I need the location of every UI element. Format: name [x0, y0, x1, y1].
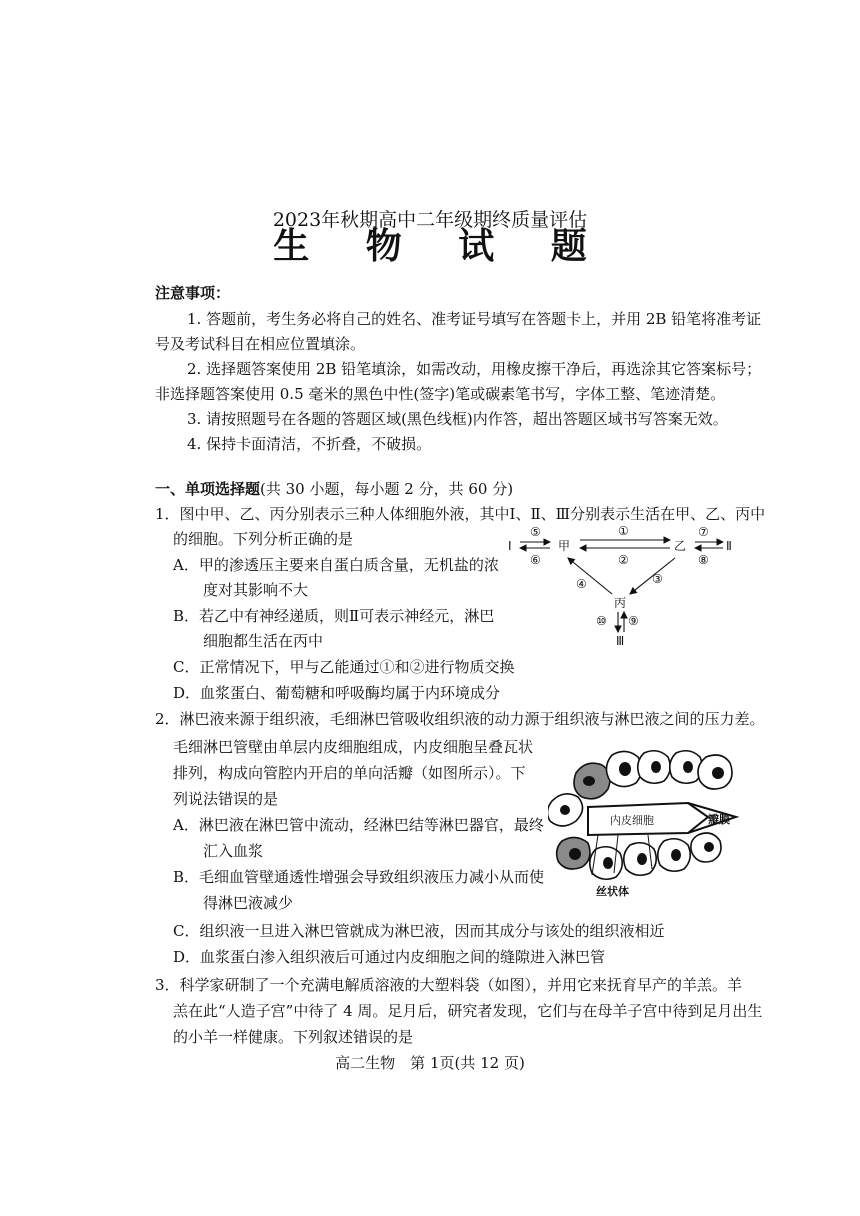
num-2: ② — [618, 553, 629, 567]
q2-option-b: B．毛细血管壁通透性增强会导致组织液压力减小从而使 — [173, 868, 545, 886]
fluid-label-bing: 丙 — [614, 596, 627, 610]
section-heading-bold: 一、单项选择题 — [155, 480, 261, 498]
q1-option-c: C．正常情况下，甲与乙能通过①和②进行物质交换 — [173, 658, 515, 676]
cell-label-2: Ⅱ — [726, 539, 732, 553]
notice-heading: 注意事项： — [155, 284, 231, 302]
q1-stem-line-1: 1．图中甲、乙、丙分别表示三种人体细胞外液，其中Ⅰ、Ⅱ、Ⅲ分别表示生活在甲、乙、丙中 — [155, 505, 766, 523]
q3-stem-line-3: 的小羊一样健康。下列叙述错误的是 — [173, 1028, 414, 1046]
q3-stem-line-1: 3．科学家研制了一个充满电解质溶液的大塑料袋（如图），并用它来抚育早产的羊羔。羊 — [155, 976, 743, 994]
num-5: ⑤ — [530, 525, 541, 539]
notice-line-2-cont: 非选择题答案使用 0.5 毫米的黑色中性(签字)笔或碳素笔书写，字体工整、笔迹清楚。 — [155, 385, 726, 403]
q1-option-a-cont: 度对其影响不大 — [203, 581, 309, 599]
notice-line-1: 1. 答题前，考生务必将自己的姓名、准考证号填写在答题卡上，并用 2B 铅笔将准考证 — [187, 310, 762, 328]
body-fluid-diagram — [500, 520, 750, 650]
q1-option-b-cont: 细胞都生活在丙中 — [203, 632, 324, 650]
num-9: ⑨ — [628, 614, 639, 628]
cell-label-3: Ⅲ — [616, 634, 625, 648]
q2-option-b-cont: 得淋巴液减少 — [203, 894, 294, 912]
q2-option-a-cont: 汇入血浆 — [203, 842, 264, 860]
label-valve: 瓣膜 — [708, 813, 730, 826]
q2-stem-line-4: 列说法错误的是 — [173, 790, 279, 808]
q2-stem-line-1: 2．淋巴液来源于组织液，毛细淋巴管吸收组织液的动力源于组织液与淋巴液之间的压力差。 — [155, 710, 765, 728]
label-anchoring-filament: 丝状体 — [596, 885, 629, 898]
cell-label-1: Ⅰ — [508, 539, 512, 553]
q2-option-a: A．淋巴液在淋巴管中流动，经淋巴结等淋巴器官，最终 — [173, 816, 544, 834]
notice-line-1-cont: 号及考试科目在相应位置填涂。 — [155, 335, 366, 353]
section-heading — [155, 479, 513, 499]
arrow-4 — [568, 558, 612, 594]
num-4: ④ — [576, 577, 587, 591]
q2-stem-line-2: 毛细淋巴管壁由单层内皮细胞组成，内皮细胞呈叠瓦状 — [173, 738, 534, 756]
fluid-label-jia: 甲 — [558, 539, 571, 553]
q1-option-d: D．血浆蛋白、葡萄糖和呼吸酶均属于内环境成分 — [173, 684, 501, 702]
exam-title: 生 物 试 题 — [273, 225, 609, 267]
num-8: ⑧ — [698, 553, 709, 567]
label-endothelial-cell: 内皮细胞 — [610, 814, 654, 827]
section-heading-rest: (共 30 小题，每小题 2 分，共 60 分) — [260, 480, 514, 498]
page-footer: 高二生物 第 1页(共 12 页) — [335, 1054, 525, 1072]
q1-option-b: B．若乙中有神经递质，则Ⅱ可表示神经元，淋巴 — [173, 607, 495, 625]
notice-line-4: 4. 保持卡面清洁，不折叠，不破损。 — [187, 435, 432, 453]
q3-stem-line-2: 羔在此“人造子宫”中待了 4 周。足月后，研究者发现，它们与在母羊子宫中待到足月出生 — [173, 1002, 763, 1020]
notice-line-2: 2. 选择题答案使用 2B 铅笔填涂，如需改动，用橡皮擦干净后，再选涂其它答案标号； — [187, 360, 762, 378]
num-3: ③ — [652, 572, 663, 586]
exam-subtitle: 2023年秋期高中二年级期终质量评估 — [272, 209, 588, 231]
q2-option-d: D．血浆蛋白渗入组织液后可通过内皮细胞之间的缝隙进入淋巴管 — [173, 948, 606, 966]
q2-stem-line-3: 排列，构成向管腔内开启的单向活瓣（如图所示）。下 — [173, 764, 526, 782]
lymph-capillary-figure — [548, 745, 748, 905]
notice-line-3: 3. 请按照题号在各题的答题区域(黑色线框)内作答，超出答题区域书写答案无效。 — [187, 410, 728, 428]
q1-stem-line-2: 的细胞。下列分析正确的是 — [173, 530, 354, 548]
q1-option-a: A．甲的渗透压主要来自蛋白质含量，无机盐的浓 — [173, 556, 499, 574]
q2-option-c: C．组织液一旦进入淋巴管就成为淋巴液，因而其成分与该处的组织液相近 — [173, 922, 665, 940]
num-7: ⑦ — [698, 525, 709, 539]
num-6: ⑥ — [530, 553, 541, 567]
num-10: ⑩ — [596, 614, 607, 628]
num-1: ① — [618, 524, 629, 538]
fluid-label-yi: 乙 — [674, 539, 687, 553]
